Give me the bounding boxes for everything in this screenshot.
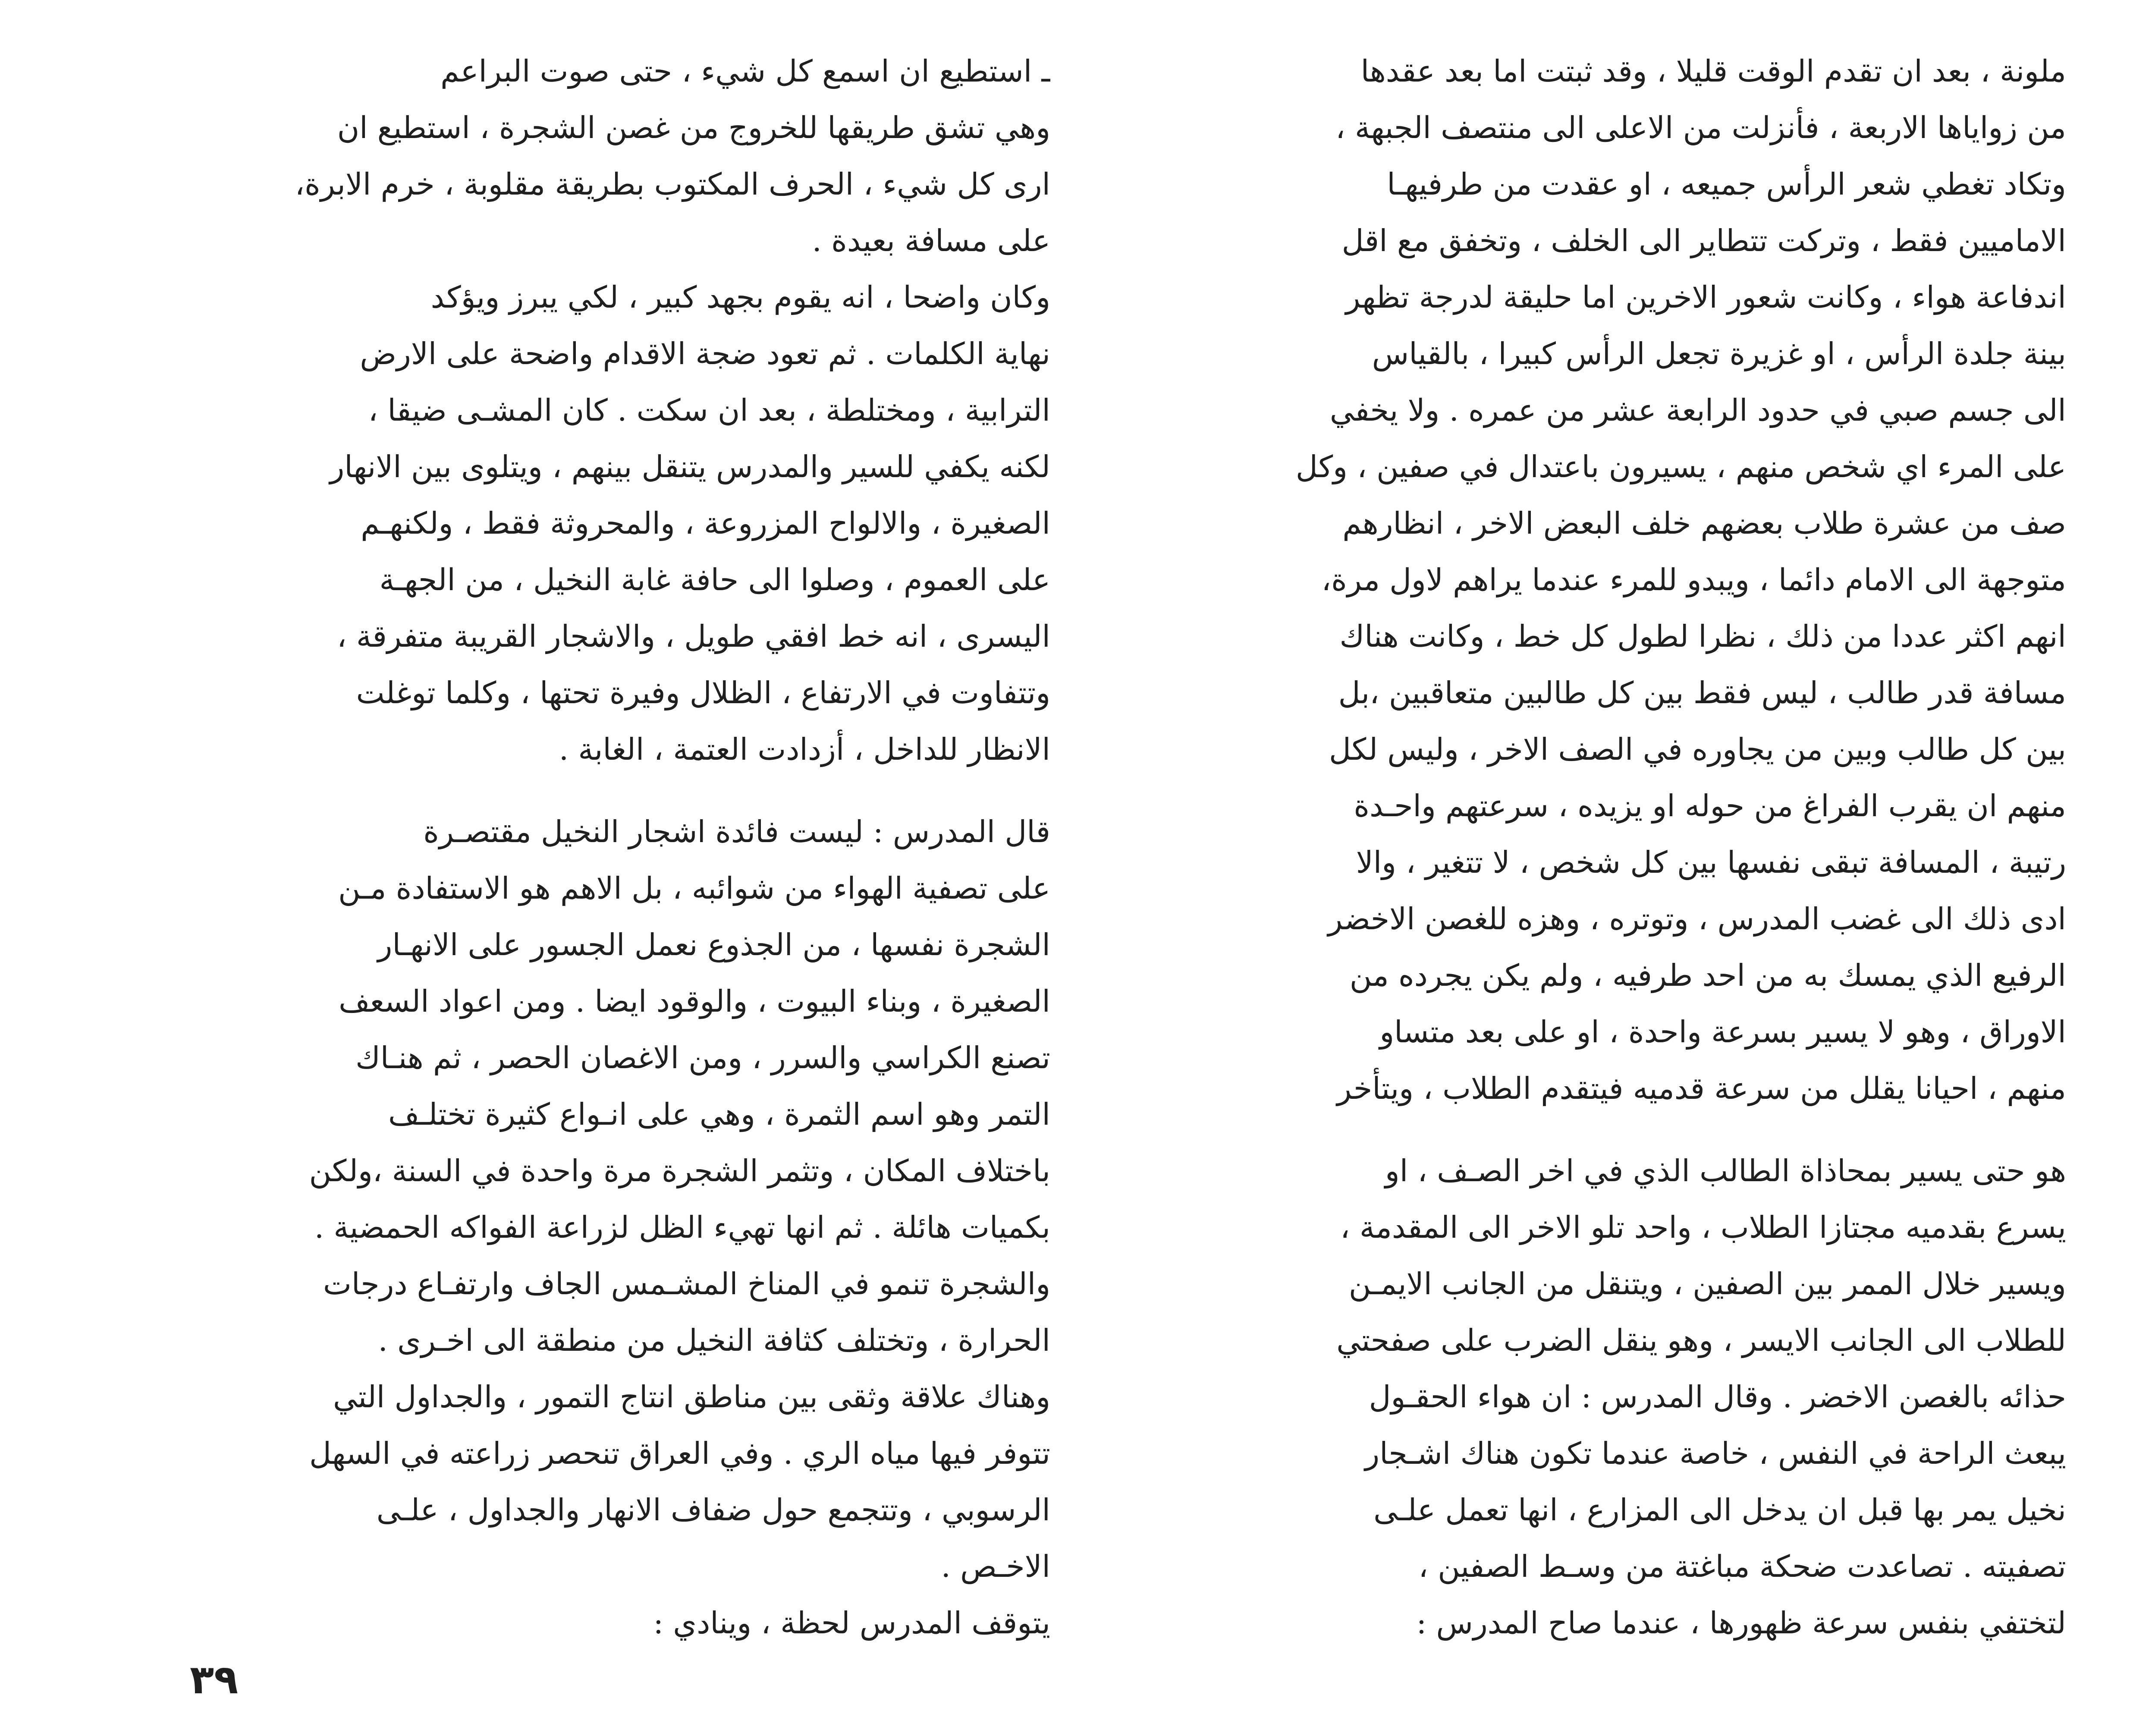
- text-line: من زواياها الاربعة ، فأنزلت من الاعلى الى منتصف الجبهة ،: [1335, 110, 2066, 145]
- paragraph: [101, 43, 1050, 269]
- text-line: على العموم ، وصلوا الى حافة غابة النخيل ، من الجهـة: [379, 562, 1050, 598]
- text-line: حذائه بالغصن الاخضر . وقال المدرس : ان هواء الحقـول: [1369, 1379, 2066, 1415]
- text-line: انهم اكثر عددا من ذلك ، نظرا لطول كل خط ، وكانت هناك: [1339, 619, 2066, 654]
- text-line: الرسوبي ، وتتجمع حول ضفاف الانهار والجداول ، علـى: [376, 1492, 1050, 1528]
- text-line: على تصفية الهواء من شوائبه ، بل الاهم هو الاستفادة مـن: [338, 871, 1050, 906]
- text-line: يسرع بقدميه مجتازا الطلاب ، واحد تلو الاخر الى المقدمة ،: [1340, 1210, 2066, 1245]
- paragraph: [101, 269, 1050, 778]
- text-line: الصغيرة ، وبناء البيوت ، والوقود ايضا . ومن اعواد السعف: [339, 984, 1050, 1019]
- text-line: للطلاب الى الجانب الايسر ، وهو ينقل الضرب على صفحتي: [1336, 1323, 2066, 1358]
- text-line: تتوفر فيها مياه الري . وفي العراق تنحصر زراعته في السهل: [309, 1436, 1050, 1471]
- text-line: على المرء اي شخص منهم ، يسيرون باعتدال في صفين ، وكل: [1295, 449, 2066, 484]
- text-line: منهم ان يقرب الفراغ من حوله او يزيده ، سرعتهم واحـدة: [1354, 788, 2066, 824]
- paragraph: [1117, 1143, 2066, 1651]
- text-line: نخيل يمر بها قبل ان يدخل الى المزارع ، انها تعمل علـى: [1373, 1492, 2066, 1528]
- text-line: اليسرى ، انه خط افقي طويل ، والاشجار القريبة متفرقة ،: [337, 619, 1050, 654]
- text-line: وتكاد تغطي شعر الرأس جميعه ، او عقدت من طرفيهـا: [1387, 167, 2066, 202]
- text-line: بكميات هائلة . ثم انها تهيء الظل لزراعة الفواكه الحمضية .: [314, 1210, 1050, 1245]
- text-line: قال المدرس : ليست فائدة اشجار النخيل مقتصـرة: [423, 814, 1050, 849]
- text-line: الترابية ، ومختلطة ، بعد ان سكت . كان المشـى ضيقا ،: [368, 393, 1050, 428]
- text-line: والشجرة تنمو في المناخ المشـمس الجاف وارتفـاع درجات: [323, 1266, 1050, 1302]
- text-line: بينة جلدة الرأس ، او غزيرة تجعل الرأس كبيرا ، بالقياس: [1372, 336, 2066, 371]
- text-line: الشجرة نفسها ، من الجذوع نعمل الجسور على الانهـار: [377, 927, 1050, 962]
- text-line: ـ استطيع ان اسمع كل شيء ، حتى صوت البراعم: [440, 53, 1050, 89]
- paragraph-gap: [101, 778, 1050, 804]
- text-line: لكنه يكفي للسير والمدرس يتنقل بينهم ، ويتلوى بين الانهار: [330, 449, 1050, 484]
- text-line: التمر وهو اسم الثمرة ، وهي على انـواع كثيرة تختلـف: [388, 1097, 1050, 1132]
- text-line: الصغيرة ، والالواح المزروعة ، والمحروثة فقط ، ولكنهـم: [361, 506, 1050, 541]
- paragraph-gap: [1117, 1117, 2066, 1143]
- text-line: ادى ذلك الى غضب المدرس ، وتوتره ، وهزه للغصن الاخضر: [1328, 901, 2066, 937]
- text-line: يتوقف المدرس لحظة ، وينادي :: [653, 1605, 1050, 1641]
- text-line: مسافة قدر طالب ، ليس فقط بين كل طالبين متعاقبين ،بل: [1338, 675, 2066, 711]
- text-line: ويسير خلال الممر بين الصفين ، ويتنقل من الجانب الايمـن: [1348, 1266, 2066, 1302]
- text-line: لتختفي بنفس سرعة ظهورها ، عندما صاح المدرس :: [1416, 1605, 2066, 1641]
- paragraph: [1117, 43, 2066, 1117]
- text-line: منهم ، احيانا يقلل من سرعة قدميه فيتقدم الطلاب ، ويتأخر: [1337, 1071, 2066, 1106]
- text-line: الرفيع الذي يمسك به من احد طرفيه ، ولم يكن يجرده من: [1349, 958, 2066, 993]
- text-line: الاخـص .: [941, 1549, 1050, 1584]
- text-line: الى جسم صبي في حدود الرابعة عشر من عمره . ولا يخفي: [1329, 393, 2066, 428]
- right-text-column: [1117, 43, 2066, 1651]
- page-number: ٣٩: [190, 1657, 239, 1703]
- text-line: الحرارة ، وتختلف كثافة النخيل من منطقة الى اخـرى .: [378, 1323, 1050, 1358]
- paragraph: [101, 1595, 1050, 1651]
- text-line: وتتفاوت في الارتفاع ، الظلال وفيرة تحتها ، وكلما توغلت: [356, 675, 1050, 711]
- text-line: وهي تشق طريقها للخروج من غصن الشجرة ، استطيع ان: [337, 110, 1050, 145]
- text-line: ارى كل شيء ، الحرف المكتوب بطريقة مقلوبة ، خرم الابرة،: [295, 167, 1050, 202]
- text-line: تصفيته . تصاعدت ضحكة مباغتة من وسـط الصفين ،: [1418, 1549, 2066, 1584]
- text-line: اندفاعة هواء ، وكانت شعور الاخرين اما حليقة لدرجة تظهر: [1345, 280, 2066, 315]
- text-line: بين كل طالب وبين من يجاوره في الصف الاخر ، وليس لكل: [1329, 732, 2066, 767]
- text-line: الانظار للداخل ، أزدادت العتمة ، الغابة .: [559, 732, 1050, 767]
- text-line: نهاية الكلمات . ثم تعود ضجة الاقدام واضحة على الارض: [360, 336, 1050, 371]
- text-line: ملونة ، بعد ان تقدم الوقت قليلا ، وقد ثبتت اما بعد عقدها: [1360, 53, 2066, 89]
- text-line: الاوراق ، وهو لا يسير بسرعة واحدة ، او على بعد متساو: [1379, 1014, 2066, 1050]
- text-line: متوجهة الى الامام دائما ، ويبدو للمرء عندما يراهم لاول مرة،: [1321, 562, 2066, 598]
- text-line: هو حتى يسير بمحاذاة الطالب الذي في اخر الصـف ، او: [1385, 1153, 2066, 1189]
- text-line: رتيبة ، المسافة تبقى نفسها بين كل شخص ، لا تتغير ، والا: [1356, 845, 2066, 880]
- left-text-column: [101, 43, 1050, 1651]
- paragraph: [101, 804, 1050, 1595]
- text-line: صف من عشرة طلاب بعضهم خلف البعض الاخر ، انظارهم: [1342, 506, 2066, 541]
- text-line: على مسافة بعيدة .: [812, 223, 1050, 258]
- text-line: يبعث الراحة في النفس ، خاصة عندما تكون هناك اشـجار: [1365, 1436, 2066, 1471]
- text-line: وهناك علاقة وثقى بين مناطق انتاج التمور ، والجداول التي: [333, 1379, 1050, 1415]
- text-line: باختلاف المكان ، وتثمر الشجرة مرة واحدة في السنة ،ولكن: [309, 1153, 1050, 1189]
- text-line: الاماميين فقط ، وتركت تتطاير الى الخلف ، وتخفق مع اقل: [1341, 223, 2066, 258]
- text-line: تصنع الكراسي والسرر ، ومن الاغصان الحصر ، ثم هنـاك: [355, 1040, 1050, 1076]
- text-line: وكان واضحا ، انه يقوم بجهد كبير ، لكي يبرز ويؤكد: [430, 280, 1050, 315]
